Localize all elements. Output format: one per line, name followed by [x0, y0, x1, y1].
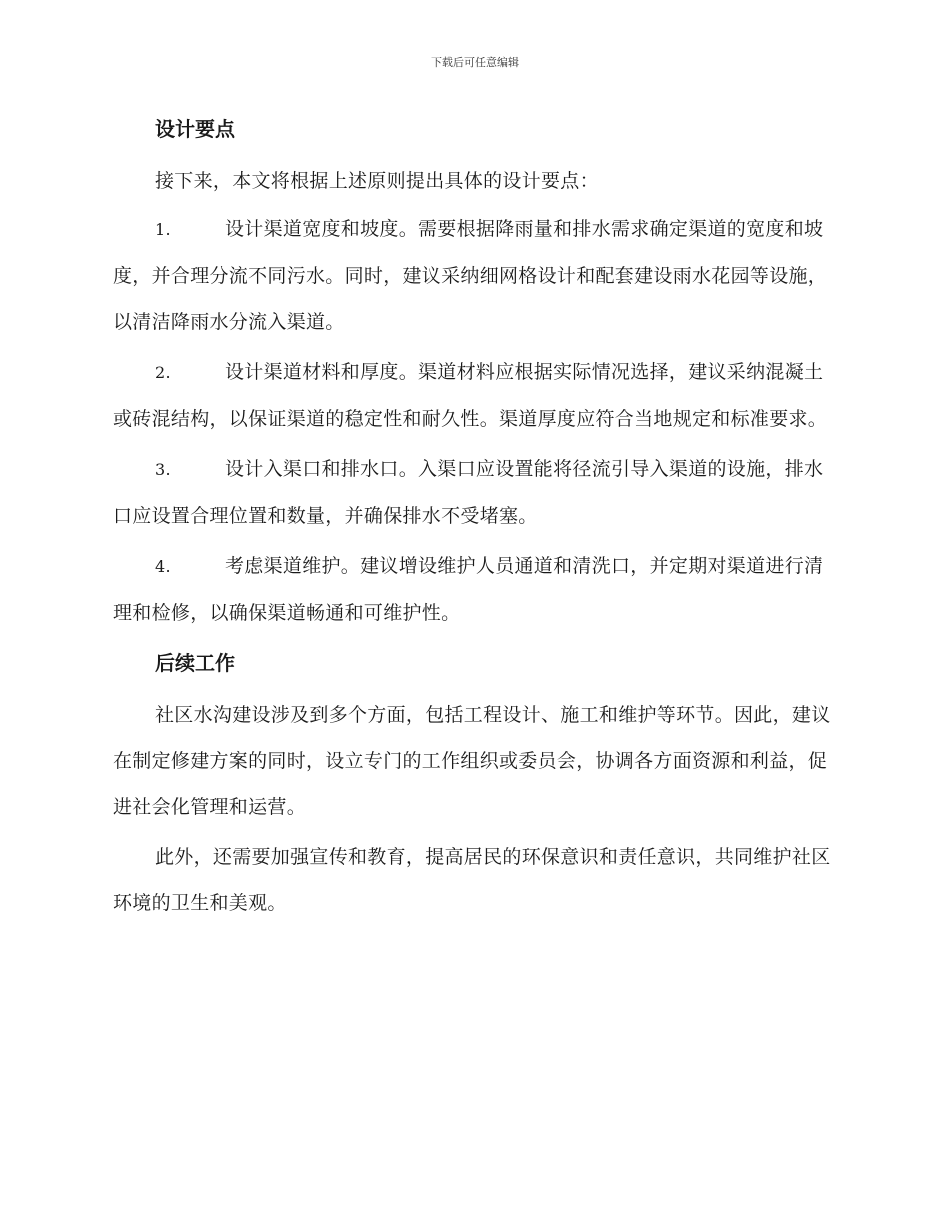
list-item-text: 考虑渠道维护。建议增设维护人员通道和清洗口，并定期对渠道进行清理和检修，以确保渠道畅通和可维护性。: [113, 555, 824, 624]
list-item-number: 4.: [155, 557, 171, 576]
list-item-text: 设计入渠口和排水口。入渠口应设置能将径流引导入渠道的设施，排水口应设置合理位置和数量，并确保排水不受堵塞。: [113, 458, 824, 527]
list-item-number: 2.: [155, 363, 171, 382]
list-item: [113, 206, 835, 345]
list-item-number: 3.: [155, 460, 171, 479]
section-heading-design-points: 设计要点: [155, 117, 235, 141]
list-item-number: 1.: [155, 220, 171, 239]
body-paragraph: 社区水沟建设涉及到多个方面，包括工程设计、施工和维护等环节。因此，建议在制定修建方案的同时，设立专门的工作组织或委员会，协调各方面资源和利益，促进社会化管理和运营。: [113, 704, 831, 818]
list-item-text: 设计渠道宽度和坡度。需要根据降雨量和排水需求确定渠道的宽度和坡度，并合理分流不同污水。同时，建议采纳细网格设计和配套建设雨水花园等设施，以清洁降雨水分流入渠道。: [113, 218, 828, 333]
list-item: [113, 543, 835, 636]
body-paragraph: 此外，还需要加强宣传和教育，提高居民的环保意识和责任意识，共同维护社区环境的卫生和美观。: [113, 846, 831, 914]
page-header: 下载后可任意编辑: [431, 56, 519, 69]
section-heading-follow-up-work: 后续工作: [155, 651, 235, 675]
document-body: [113, 112, 835, 930]
list-item-text: 设计渠道材料和厚度。渠道材料应根据实际情况选择，建议采纳混凝土或砖混结构，以保证渠道的稳定性和耐久性。渠道厚度应符合当地规定和标准要求。: [113, 361, 828, 430]
list-item: [113, 446, 835, 539]
intro-paragraph: 接下来，本文将根据上述原则提出具体的设计要点：: [155, 170, 599, 192]
list-item: [113, 349, 835, 442]
